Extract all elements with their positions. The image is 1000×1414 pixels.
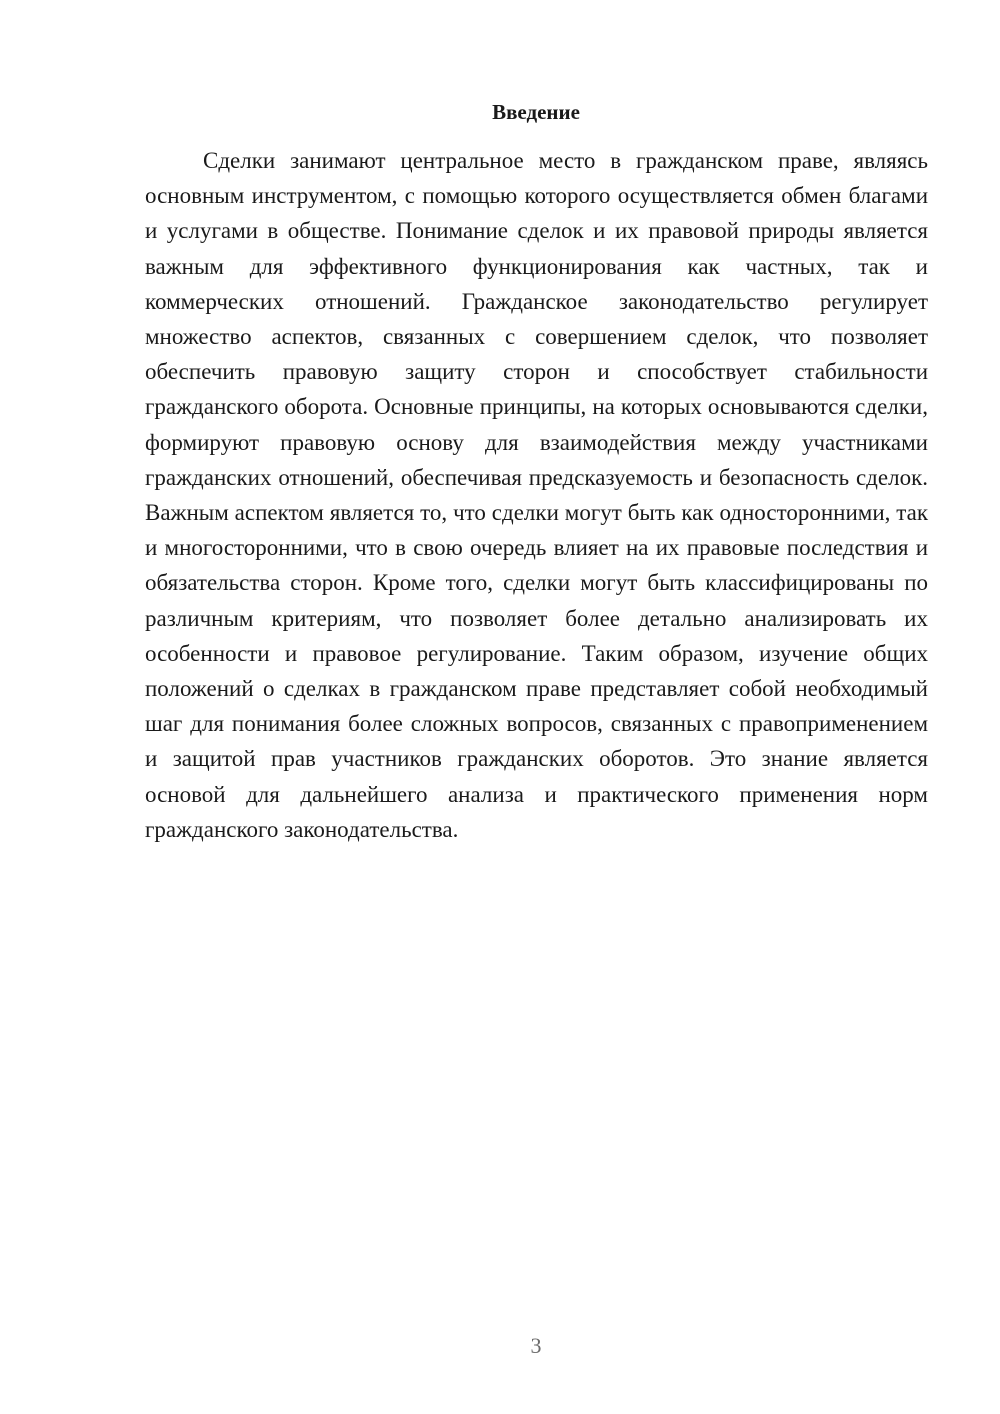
introduction-paragraph: Сделки занимают центральное место в гражданском праве, являясь основным инструментом, с помощью которого осуществляется обмен благами и услугами в обществе. Понимание сделок и их правовой природы является важным для эффективного функционирования как частных, так и коммерческих отношений. Гражданское законодательство регулирует множество аспектов, связанных с совершением сделок, что позволяет обеспечить правовую защиту сторон и способствует стабильности гражданского оборота. Основные принципы, на которых основываются сделки, формируют правовую основу для взаимодействия между участниками гражданских отношений, обеспечивая предсказуемость и безопасность сделок. Важным аспектом является то, что сделки могут быть как односторонними, так и многосторонними, что в свою очередь влияет на их правовые последствия и обязательства сторон. Кроме того, сделки могут быть классифицированы по различным критериям, что позволяет более детально анализировать их особенности и правовое регулирование. Таким образом, изучение общих положений о сделках в гражданском праве представляет собой необходимый шаг для понимания более сложных вопросов, связанных с правоприменением и защитой прав участников гражданских оборотов. Это знание является основой для дальнейшего анализа и практического применения норм гражданского законодательства.	[145, 148, 928, 842]
section-heading: Введение	[492, 100, 580, 124]
page-number: 3	[530, 1333, 542, 1358]
